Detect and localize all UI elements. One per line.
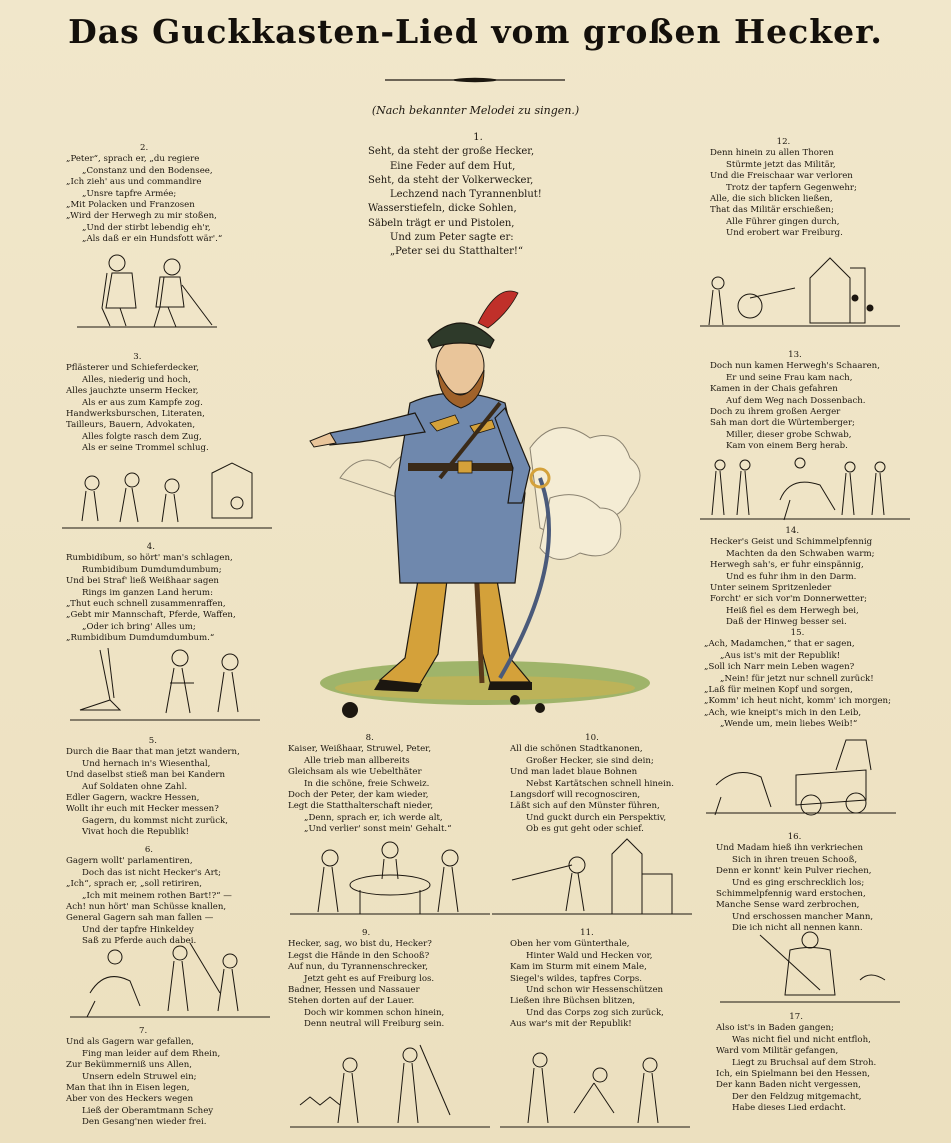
verse-line: Man that ihn in Eisen legen, — [66, 1083, 190, 1094]
verse-line: Saß zu Pferde auch dabei. — [82, 936, 197, 947]
verse-17 — [716, 1012, 876, 1115]
verse-5 — [66, 736, 240, 839]
verse-line: Alle, die sich blicken ließen, — [710, 194, 833, 205]
verse-line: „Oder ich bring' Alles um; — [82, 621, 196, 632]
verse-line: „Thut euch schnell zusammenraffen, — [66, 599, 226, 610]
verse-line: Ließen ihre Büchsen blitzen, — [510, 996, 636, 1007]
verse-line: Der kann Baden nicht vergessen, — [716, 1080, 861, 1091]
verse-line: Doch zu ihrem großen Aerger — [710, 407, 841, 418]
vignette-verse-6 — [70, 933, 270, 1025]
vignette-verse-2 — [72, 245, 222, 335]
verse-line: Hecker, sag, wo bist du, Hecker? — [288, 939, 432, 950]
verse-line: „Peter“, sprach er, „du regiere — [66, 154, 200, 165]
verse-line: Kam im Sturm mit einem Male, — [510, 962, 647, 973]
verse-line: „Aus ist's mit der Republik! — [720, 650, 841, 661]
verse-line: Denn er konnt' kein Pulver riechen, — [716, 866, 872, 877]
verse-line: Jetzt geht es auf Freiburg los. — [304, 973, 435, 984]
verse-line: Der den Feldzug mitgemacht, — [732, 1091, 862, 1102]
verse-line: Rings im ganzen Land herum: — [82, 587, 213, 598]
verse-line: Trotz der tapfern Gegenwehr; — [726, 182, 857, 193]
verse-line: „Soll ich Narr mein Leben wagen? — [704, 662, 855, 673]
verse-line: Und erobert war Freiburg. — [726, 228, 843, 239]
verse-line: Oben her vom Günterthale, — [510, 939, 630, 950]
verse-line: „Constanz und den Bodensee, — [82, 165, 213, 176]
verse-line: „Gebt mir Mannschaft, Pferde, Waffen, — [66, 610, 236, 621]
verse-line: „Denn, sprach er, ich werde alt, — [304, 812, 443, 823]
verse-line: Eine Feder auf dem Hut, — [390, 160, 516, 172]
verse-line: Legt die Statthalterschaft nieder, — [288, 801, 434, 812]
verse-line: „Ich mit meinem rothen Bart!?“ — — [82, 890, 232, 901]
verse-11 — [510, 928, 664, 1031]
vignette-verse-4 — [70, 640, 260, 728]
verse-line: Vivat hoch die Republik! — [82, 827, 190, 838]
vignette-verse-9 — [290, 1035, 490, 1135]
verse-line: Was nicht fiel und nicht entfloh, — [732, 1034, 871, 1045]
verse-line: Und man ladet blaue Bohnen — [510, 767, 638, 778]
verse-line: Machten da den Schwaben warm; — [726, 548, 875, 559]
vignette-verse-16 — [720, 920, 900, 1010]
verse-line: Seht, da steht der große Hecker, — [368, 146, 535, 158]
verse-line: Ob es gut geht oder schief. — [526, 824, 644, 835]
verse-line: „Peter sei du Statthalter!“ — [390, 246, 524, 258]
vignette-verse-8 — [290, 830, 490, 922]
verse-line: General Gagern sah man fallen — — [66, 913, 214, 924]
verse-line: Durch die Baar that man jetzt wandern, — [66, 747, 240, 758]
verse-line: Alles jauchzte unserm Hecker, — [66, 386, 199, 397]
verse-13 — [710, 350, 880, 453]
verse-number: 6. — [144, 845, 154, 855]
verse-line: Kamen in der Chais gefahren — [710, 384, 838, 395]
verse-15 — [704, 628, 891, 731]
verse-line: „Mit Polacken und Franzosen — [66, 200, 195, 211]
verse-line: Auf dem Weg nach Dossenbach. — [726, 395, 866, 406]
verse-1 — [368, 131, 588, 260]
verse-line: Heiß fiel es dem Herwegh bei, — [726, 605, 859, 616]
verse-number: 8. — [365, 733, 374, 743]
verse-line: Wollt ihr euch mit Hecker messen? — [66, 804, 219, 815]
verse-number: 7. — [138, 1026, 148, 1036]
verse-line: Manche Sense ward zerbrochen, — [716, 900, 860, 911]
verse-number: 9. — [362, 928, 371, 938]
vignette-verse-13 — [700, 445, 910, 525]
verse-number: 1. — [473, 132, 483, 143]
verse-line: Doch nun kamen Herwegh's Schaaren, — [710, 361, 880, 372]
verse-line: Alles folgte rasch dem Zug, — [82, 431, 202, 442]
verse-line: Stürmte jetzt das Militär, — [726, 159, 836, 170]
verse-line: Habe dieses Lied erdacht. — [732, 1103, 847, 1114]
verse-line: Siegel's wildes, tapfres Corps. — [510, 973, 642, 984]
verse-line: Badner, Hessen und Nassauer — [288, 985, 420, 996]
verse-line: Kam von einem Berg herab. — [726, 441, 848, 452]
verse-14 — [710, 526, 875, 629]
verse-line: Miller, dieser grobe Schwab, — [726, 429, 852, 440]
verse-line: Rumbidibum, so hört' man's schlagen, — [66, 553, 233, 564]
verse-line: „Ich zieh' aus und commandire — [66, 177, 202, 188]
verse-4 — [66, 542, 236, 645]
verse-line: „Und verlier' sonst mein' Gehalt.“ — [304, 824, 452, 835]
verse-line: All die schönen Stadtkanonen, — [510, 744, 643, 755]
verse-line: „Ach, wie kneipt's mich in den Leib, — [704, 707, 862, 718]
verse-line: „Und der stirbt lebendig eh'r, — [82, 222, 211, 233]
verse-line: Und der tapfre Hinkeldey — [82, 924, 194, 935]
verse-number: 13. — [788, 350, 802, 360]
verse-line: Läßt sich auf den Münster führen, — [510, 801, 660, 812]
verse-line: Als er aus zum Kampfe zog. — [82, 397, 203, 408]
verse-9 — [288, 928, 444, 1031]
verse-line: Lechzend nach Tyrannenblut! — [390, 189, 542, 201]
verse-line: Und die Freischaar war verloren — [710, 171, 853, 182]
vignette-verse-15 — [706, 725, 896, 820]
verse-line: Fing man leider auf dem Rhein, — [82, 1048, 221, 1059]
verse-line: Aus war's mit der Republik! — [510, 1019, 632, 1030]
verse-line: Tailleurs, Bauern, Advokaten, — [66, 420, 196, 431]
verse-number: 2. — [140, 143, 149, 153]
verse-line: Auf Soldaten ohne Zahl. — [82, 781, 188, 792]
verse-line: Alles, niederig und hoch, — [82, 374, 191, 385]
verse-line: Die ich nicht all nennen kann. — [732, 923, 863, 934]
verse-line: Alle Führer gingen durch, — [726, 216, 840, 227]
verse-line: Hinter Wald und Hecken vor, — [526, 950, 653, 961]
verse-line: Wasserstiefeln, dicke Sohlen, — [368, 203, 517, 215]
verse-line: Unter seinem Spritzenleder — [710, 583, 832, 594]
verse-line: Und guckt durch ein Perspektiv, — [526, 812, 667, 823]
subtitle: (Nach bekannter Melodei zu singen.) — [371, 104, 580, 117]
verse-line: Er und seine Frau kam nach, — [726, 372, 853, 383]
verse-line: In die schöne, freie Schweiz. — [304, 778, 430, 789]
verse-line: „Komm' ich heut nicht, komm' ich morgen; — [704, 696, 891, 707]
verse-line: Und es fuhr ihm in den Darm. — [726, 571, 857, 582]
verse-line: Und bei Straf' ließ Weißhaar sagen — [66, 576, 219, 587]
vignette-verse-12 — [700, 238, 900, 333]
verse-number: 3. — [133, 352, 142, 362]
verse-line: „Wende um, mein liebes Weib!“ — [720, 719, 858, 730]
verse-line: Zur Bekümmerniß uns Allen, — [66, 1060, 193, 1071]
verse-line: Herwegh sah's, er fuhr einspännig, — [710, 560, 864, 571]
verse-line: Gagern wollt' parlamentiren, — [66, 856, 193, 867]
verse-line: Seht, da steht der Volkerwecker, — [368, 174, 534, 186]
verse-line: Doch der Peter, der kam wieder, — [288, 790, 429, 801]
verse-line: Säbeln trägt er und Pistolen, — [368, 217, 515, 229]
verse-10 — [510, 733, 674, 836]
verse-line: Aber von des Heckers wegen — [66, 1094, 194, 1105]
verse-line: Pflästerer und Schieferdecker, — [66, 363, 199, 374]
verse-line: Alle trieb man allbereits — [304, 755, 410, 766]
verse-2 — [66, 143, 222, 246]
verse-line: Und hernach in's Wiesenthal, — [82, 758, 211, 769]
verse-line: „Ach, Madamchen,“ that er sagen, — [704, 639, 855, 650]
verse-line: Rumbidibum Dumdumdumbum; — [82, 564, 222, 575]
verse-line: Und daselbst stieß man bei Kandern — [66, 770, 226, 781]
verse-line: Forcht' er sich vor'm Donnerwetter; — [710, 594, 867, 605]
verse-line: „Nein! für jetzt nur schnell zurück! — [720, 673, 874, 684]
verse-number: 12. — [776, 137, 791, 147]
verse-line: Und das Corps zog sich zurück, — [526, 1007, 664, 1018]
verse-line: Liegt zu Bruchsal auf dem Stroh. — [732, 1057, 877, 1068]
verse-line: Denn hinein zu allen Thoren — [710, 148, 834, 159]
verse-line: „Wird der Herwegh zu mir stoßen, — [66, 211, 217, 222]
hecker-illustration — [300, 278, 660, 718]
verse-line: „Rumbidibum Dumdumdumbum.“ — [66, 633, 215, 644]
verse-line: Sich in ihren treuen Schooß, — [732, 854, 858, 865]
verse-line: Gleichsam als wie Uebelthäter — [288, 767, 422, 778]
verse-line: Ward vom Militär gefangen, — [716, 1046, 839, 1057]
verse-line: Ich, ein Spielmann bei den Hessen, — [716, 1069, 871, 1080]
verse-line: Den Gesang'nen wieder frei. — [82, 1117, 207, 1128]
verse-line: Doch das ist nicht Hecker's Art; — [82, 867, 222, 878]
vignette-verse-10 — [492, 830, 692, 922]
verse-number: 16. — [787, 832, 802, 842]
verse-line: Langsdorf will recognosciren, — [510, 790, 641, 801]
verse-number: 17. — [789, 1012, 803, 1022]
verse-line: Und erschossen mancher Mann, — [732, 911, 874, 922]
verse-line: Schimmelpfennig ward erstochen, — [716, 889, 866, 900]
page-title: Das Guckkasten-Lied vom großen Hecker. — [68, 12, 883, 51]
verse-line: Und es ging erschrecklich los; — [732, 877, 865, 888]
verse-line: Stehen dorten auf der Lauer. — [288, 996, 415, 1007]
verse-line: Ließ der Oberamtmann Schey — [82, 1105, 214, 1116]
verse-line: Doch wir kommen schon hinein, — [304, 1007, 445, 1018]
verse-line: Edler Gagern, wackre Hessen, — [66, 793, 200, 804]
verse-12 — [710, 137, 857, 240]
title-ornament-rule — [385, 76, 565, 84]
verse-line: Also ist's in Baden gangen; — [716, 1023, 834, 1034]
verse-line: Daß der Hinweg besser sei. — [726, 617, 847, 628]
verse-number: 4. — [146, 542, 155, 552]
verse-number: 15. — [790, 628, 805, 638]
verse-number: 10. — [585, 733, 599, 743]
verse-3 — [66, 352, 209, 455]
verse-line: „Ich“, sprach er, „soll retiriren, — [66, 879, 202, 890]
verse-line: Legst die Hände in den Schooß? — [288, 950, 430, 961]
verse-line: „Als daß er ein Hundsfott wär'.“ — [82, 234, 223, 245]
verse-line: Auf nun, du Tyrannenschrecker, — [288, 962, 428, 973]
verse-line: „Laß für meinen Kopf und sorgen, — [704, 685, 853, 696]
verse-line: That das Militär erschießen; — [710, 205, 834, 216]
verse-line: Nebst Kartätschen schnell hinein. — [526, 778, 675, 789]
verse-line: Und Madam hieß ihn verkriechen — [716, 843, 863, 854]
verse-line: Als er seine Trommel schlug. — [82, 443, 209, 454]
verse-line: Ach! nun hört' man Schüsse knallen, — [66, 902, 227, 913]
vignette-verse-3 — [62, 458, 272, 536]
verse-line: Handwerksburschen, Literaten, — [66, 409, 205, 420]
verse-line: Und zum Peter sagte er: — [390, 232, 514, 244]
verse-line: Gagern, du kommst nicht zurück, — [82, 815, 228, 826]
verse-number: 11. — [580, 928, 594, 938]
verse-line: Unsern edeln Struwel ein; — [82, 1071, 197, 1082]
verse-line: Hecker's Geist und Schimmelpfennig — [710, 537, 873, 548]
verse-line: Und schon wir Hessenschützen — [526, 985, 664, 996]
verse-line: Und als Gagern war gefallen, — [66, 1037, 195, 1048]
verse-line: „Unsre tapfre Armée; — [82, 188, 177, 199]
verse-line: Sah man dort die Würtemberger; — [710, 418, 855, 429]
verse-7 — [66, 1026, 220, 1129]
vignette-verse-11 — [500, 1035, 690, 1135]
verse-number: 5. — [148, 736, 157, 746]
verse-8 — [288, 733, 452, 836]
verse-line: Denn neutral will Freiburg sein. — [304, 1019, 445, 1030]
verse-line: Großer Hecker, sie sind dein; — [526, 755, 654, 766]
verse-number: 14. — [785, 526, 800, 536]
verse-line: Kaiser, Weißhaar, Struwel, Peter, — [288, 744, 432, 755]
